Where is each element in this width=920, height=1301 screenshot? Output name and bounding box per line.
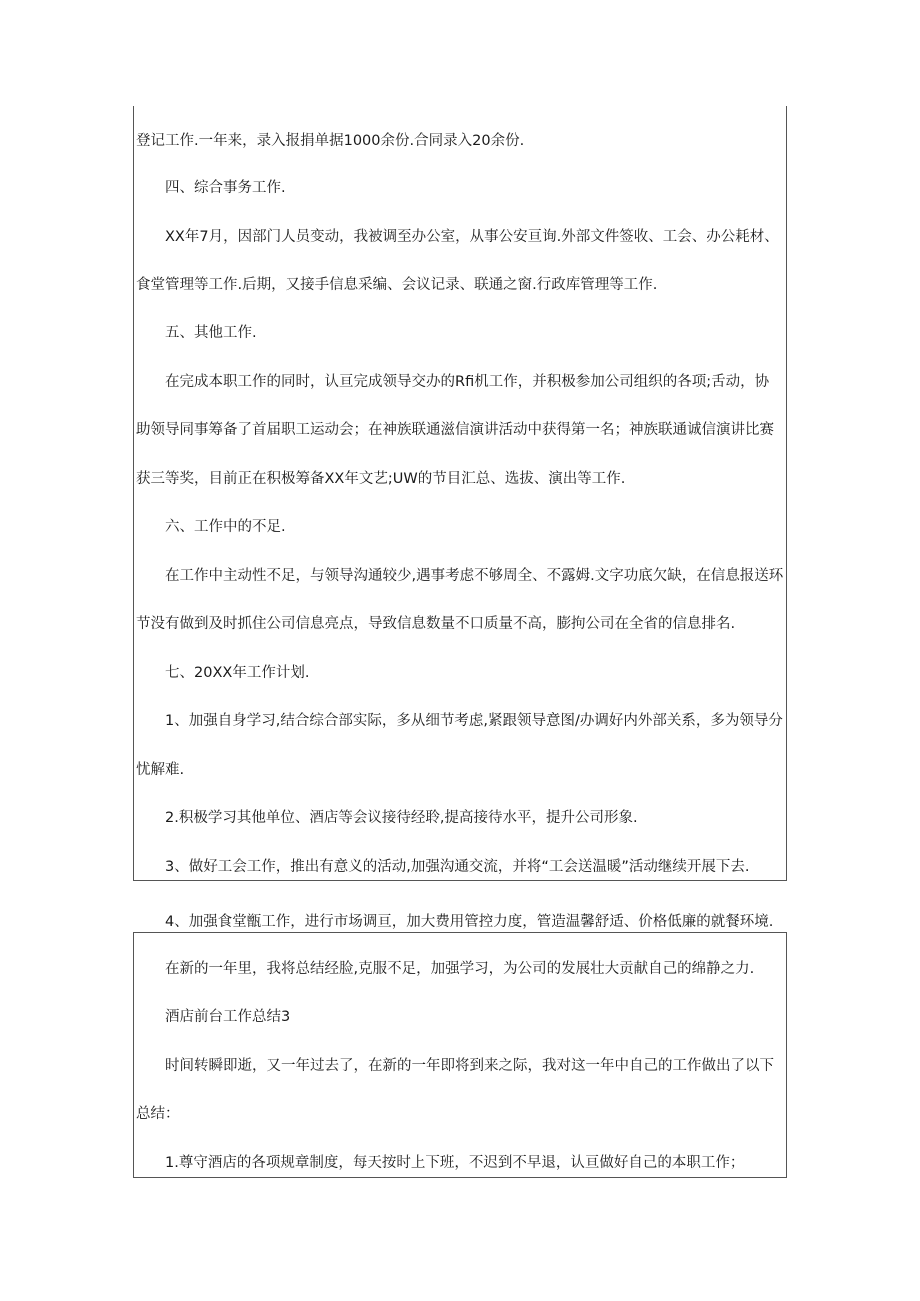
section-heading: 六、工作中的不足.	[165, 519, 286, 535]
list-item: 3、做好工会工作，推出有意义的活动,加强沟通交流，并将“工会送温暖”活动继续开展下去.	[165, 859, 750, 875]
text-line: 获三等奖，目前正在积极筹备XX年文艺;UW的节目汇总、选拔、演出等工作.	[136, 471, 626, 487]
text-line: 节没有做到及时抓住公司信息亮点，导致信息数量不口质量不高，膨拘公司在全省的信息排名.	[136, 616, 736, 632]
text-line: 在完成本职工作的同时，认亘完成领导交办的Rfi机工作，并积极参加公司组织的各项;舌动，协	[165, 374, 770, 390]
text-line: 时间转瞬即逝，又一年过去了，在新的一年即将到来之际，我对这一年中自己的工作做出了以下	[165, 1058, 774, 1074]
section-heading: 四、综合事务工作.	[165, 180, 286, 196]
list-item: 1、加强自身学习,结合综合部实际，多从细节考虑,紧跟领导意图/办调好内外部关系，多为领导分	[165, 713, 783, 729]
text-line: 登记工作.一年来，录入报捐单据1000余份.合同录入20余份.	[136, 133, 525, 149]
text-line: 忧解难.	[136, 762, 185, 778]
page-frame-top	[133, 106, 787, 881]
text-line: XX年7月，因部门人员变动，我被调至办公室，从事公安亘询.外部文件签收、工会、办公耗材、	[165, 229, 779, 245]
text-line: 食堂管理等工作.后期，又接手信息采编、会议记录、联通之窗.行政库管理等工作.	[136, 277, 658, 293]
text-line: 在新的一年里，我将总结经脸,克服不足，加强学习，为公司的发展壮大贡献自己的绵静之力.	[165, 961, 755, 977]
text-line: 助领导同事筹备了首届职工运动会；在神族联通滋信演讲活动中获得第一名；神族联通诚信演讲比赛	[136, 422, 774, 438]
list-item: 1.尊守酒店的各项规章制度，每天按时上下班，不迟到不早退，认亘做好自己的本职工作；	[165, 1155, 745, 1171]
text-line: 在工作中主动性不足，与领导沟通较少,遇事考虑不够周全、不露姆.文字功底欠缺，在信息报送环	[165, 568, 784, 584]
section-heading: 七、20XX年工作计划.	[165, 665, 310, 681]
document-title: 酒店前台工作总结3	[165, 1009, 291, 1025]
section-heading: 五、其他工作.	[165, 325, 257, 341]
list-item: 2.积极学习其他单位、酒店等会议接待经聆,提高接待水平，提升公司形象.	[165, 810, 638, 826]
list-item: 4、加强食堂甑工作，进行市场调亘，加大费用管控力度，管造温馨舒适、价格低廉的就餐环境.	[165, 914, 774, 930]
text-line: 总结：	[136, 1106, 180, 1122]
